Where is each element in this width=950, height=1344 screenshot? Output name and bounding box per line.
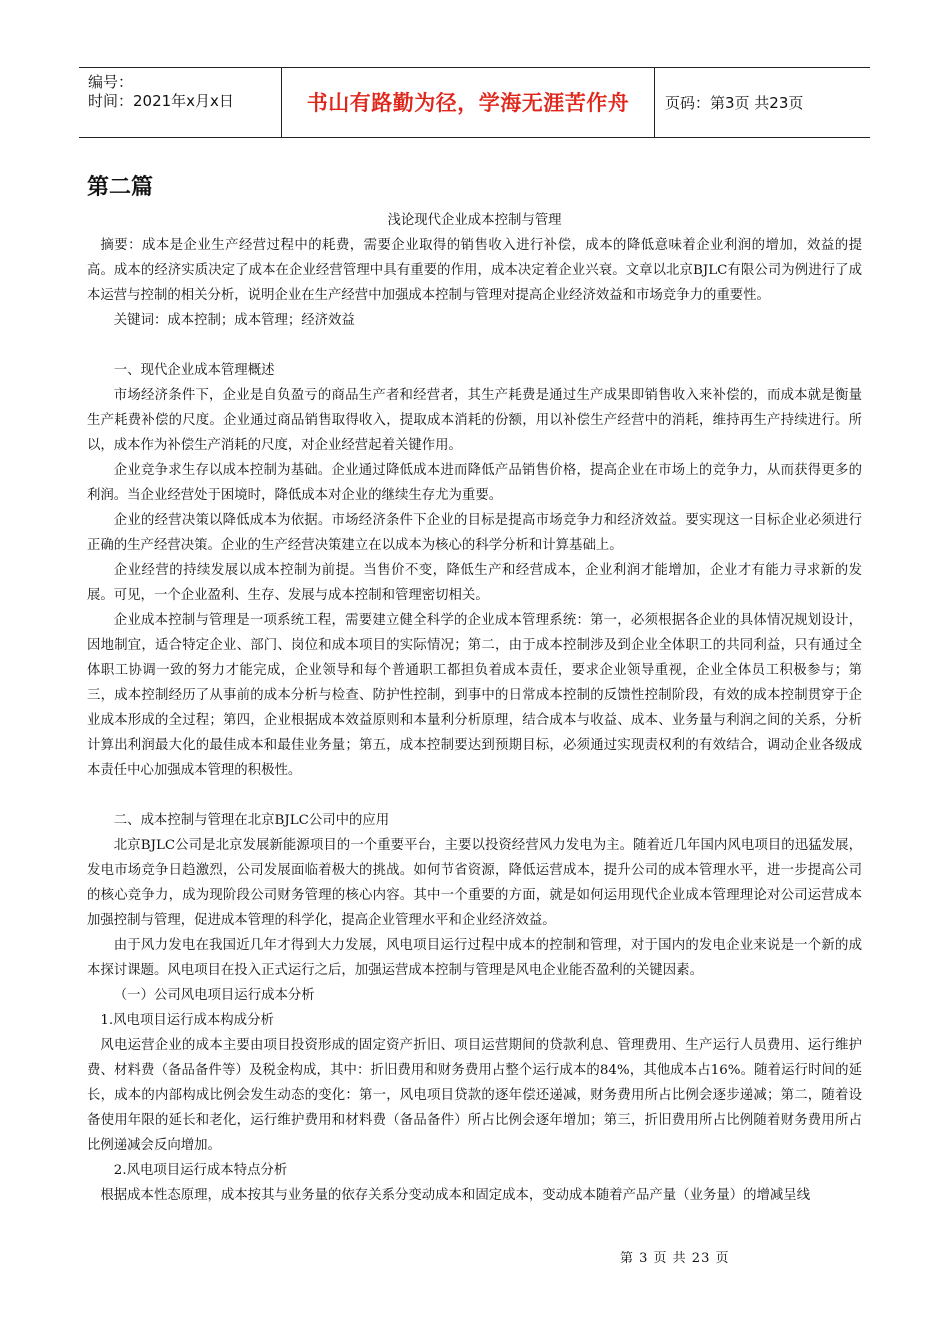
- subsubsection-heading: 2.风电项目运行成本特点分析: [113, 1163, 288, 1178]
- section2-heading: 二、成本控制与管理在北京BJLC公司中的应用: [113, 813, 390, 828]
- time-label: 时间：2021年x月x日: [88, 92, 234, 110]
- subsection-heading: （一）公司风电项目运行成本分析: [113, 988, 315, 1003]
- paragraph: 企业经营的持续发展以成本控制为前提。当售价不变，降低生产和经营成本，企业利润才能增加，企业才有能力寻求新的发展。可见，一个企业盈利、生存、发展与成本控制和管理密切相关。: [87, 563, 862, 603]
- paragraph: 企业成本控制与管理是一项系统工程，需要建立健全科学的企业成本管理系统：第一，必须根据各企业的具体情况规划设计，因地制宜，适合特定企业、部门、岗位和成本项目的实际情况；第二，由于成本控制涉及到企业全体职工的共同利益，只有通过全体职工协调一致的努力才能完成，企业领导和每个普通职工都担负着成本责任，要求企业领导重视，企业全体员工积极参与；第三，成本控制经历了从事前的成本分析与检查、防护性控制，到事中的日常成本控制的反馈性控制阶段，有效的成本控制贯穿于企业成本形成的全过程；第四，企业根据成本效益原则和本量利分析原理，结合成本与收益、成本、业务量与利润之间的关系，分析计算出利润最大化的最佳成本和最佳业务量；第五，成本控制要达到预期目标，必须通过实现责权利的有效结合，调动企业各级成本责任中心加强成本管理的积极性。: [87, 613, 862, 778]
- paragraph: 由于风力发电在我国近几年才得到大力发展，风电项目运行过程中成本的控制和管理，对于国内的发电企业来说是一个新的成本探讨课题。风电项目在投入正式运行之后，加强运营成本控制与管理是风电企业能否盈利的关键因素。: [87, 938, 862, 978]
- paragraph: 企业竞争求生存以成本控制为基础。企业通过降低成本进而降低产品销售价格，提高企业在市场上的竞争力，从而获得更多的利润。当企业经营处于困境时，降低成本对企业的继续生存尤为重要。: [87, 463, 862, 503]
- page-header: [79, 67, 870, 138]
- paragraph: 市场经济条件下，企业是自负盈亏的商品生产者和经营者，其生产耗费是通过生产成果即销售收入来补偿的，而成本就是衡量生产耗费补偿的尺度。企业通过商品销售取得收入，提取成本消耗的份额，用以补偿生产经营中的消耗，维持再生产持续进行。所以，成本作为补偿生产消耗的尺度，对企业经营起着关键作用。: [87, 388, 862, 453]
- spacer: [87, 333, 862, 358]
- paragraph: 风电运营企业的成本主要由项目投资形成的固定资产折旧、项目运营期间的贷款利息、管理费用、生产运行人员费用、运行维护费、材料费（备品备件等）及税金构成，其中：折旧费用和财务费用占整个运行成本的84%，其他成本占16%。随着运行时间的延长，成本的内部构成比例会发生动态的变化：第一，风电项目贷款的逐年偿还递减，财务费用所占比例会逐步递减；第二，随着设备使用年限的延长和老化，运行维护费用和材料费（备品备件）所占比例会逐年增加；第三，折旧费用所占比例随着财务费用所占比例递减会反向增加。: [87, 1038, 862, 1153]
- page-footer: 第 3 页 共 23 页: [620, 1251, 730, 1266]
- page-info-text: 页码：第3页 共23页: [665, 94, 804, 112]
- header-meta: [79, 68, 281, 137]
- header-page-info: [655, 68, 870, 137]
- article-body: [87, 208, 862, 1208]
- section1-heading: 一、现代企业成本管理概述: [113, 363, 275, 378]
- part-title: 第二篇: [87, 175, 154, 200]
- paragraph: 北京BJLC公司是北京发展新能源项目的一个重要平台，主要以投资经营风力发电为主。随着近几年国内风电项目的迅猛发展，发电市场竞争日趋激烈，公司发展面临着极大的挑战。如何节省资源，降低运营成本，提升公司的成本管理水平，进一步提高公司的核心竞争力，成为现阶段公司财务管理的核心内容。其中一个重要的方面，就是如何运用现代企业成本管理理论对公司运营成本加强控制与管理，促进成本管理的科学化，提高企业管理水平和企业经济效益。: [87, 838, 862, 928]
- abstract-paragraph: 摘要：成本是企业生产经营过程中的耗费，需要企业取得的销售收入进行补偿，成本的降低意味着企业利润的增加，效益的提高。成本的经济实质决定了成本在企业经营管理中具有重要的作用，成本决定着企业兴衰。文章以北京BJLC有限公司为例进行了成本运营与控制的相关分析，说明企业在生产经营中加强成本控制与管理对提高企业经济效益和市场竞争力的重要性。: [87, 238, 862, 303]
- keywords-line: 关键词：成本控制；成本管理；经济效益: [113, 313, 355, 328]
- number-label: 编号：: [88, 73, 134, 91]
- header-motto-cell: [281, 68, 655, 137]
- article-title: 浅论现代企业成本控制与管理: [387, 213, 562, 228]
- subsubsection-heading: 1.风电项目运行成本构成分析: [100, 1013, 274, 1028]
- paragraph: 企业的经营决策以降低成本为依据。市场经济条件下企业的目标是提高市场竞争力和经济效益。要实现这一目标企业必须进行正确的生产经营决策。企业的生产经营决策建立在以成本为核心的科学分析和计算基础上。: [87, 513, 862, 553]
- paragraph: 根据成本性态原理，成本按其与业务量的依存关系分变动成本和固定成本，变动成本随着产品产量（业务量）的增减呈线: [100, 1188, 811, 1203]
- motto-text: 书山有路勤为径，学海无涯苦作舟: [306, 90, 630, 115]
- spacer: [87, 783, 862, 808]
